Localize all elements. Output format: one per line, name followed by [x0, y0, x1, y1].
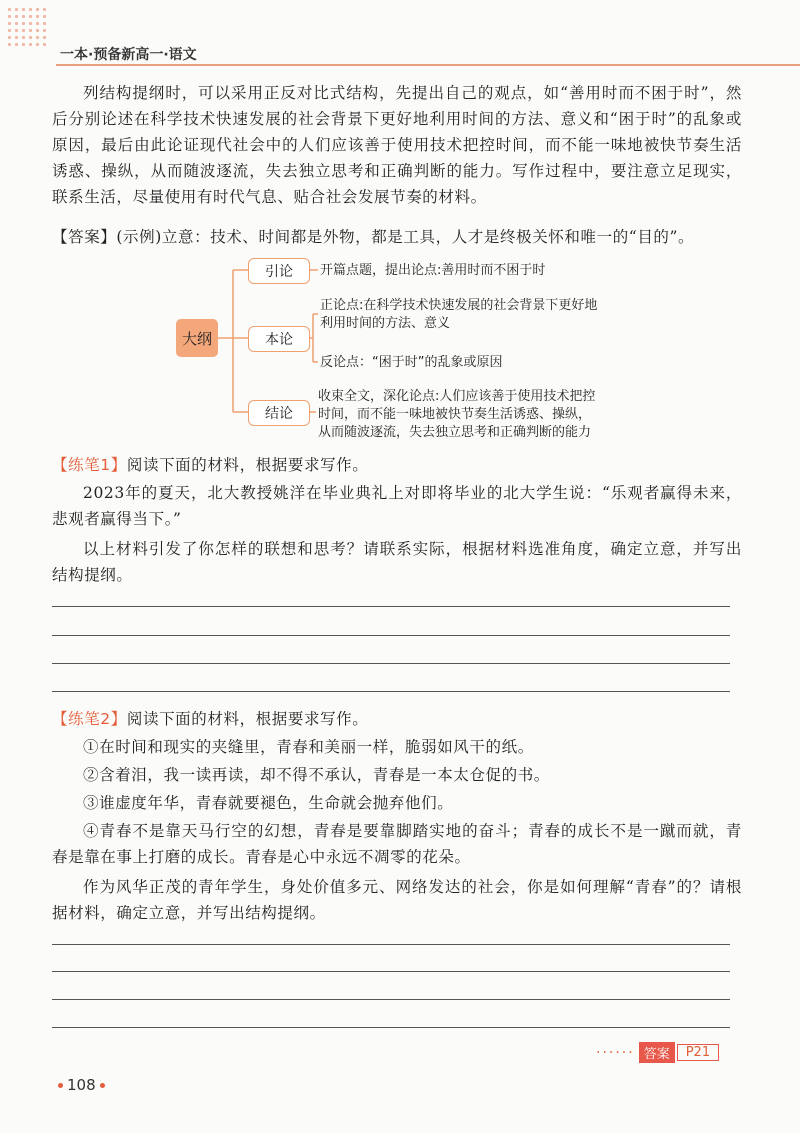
exercise2-item-2: ②含着泪，我一读再读，却不得不承认，青春是一本太仓促的书。: [83, 766, 550, 784]
exercise1-material: 2023年的夏天，北大教授姚洋在毕业典礼上对即将毕业的北大学生说：“乐观者赢得未来，悲观者赢得当下。”: [52, 484, 742, 528]
exercise2-question: 作为风华正茂的青年学生，身处价值多元、网络发达的社会，你是如何理解“青春”的？请根据材料，确定立意，并写出结构提纲。: [52, 878, 742, 922]
writing-line: [52, 691, 730, 692]
exercise1-question: 以上材料引发了你怎样的联想和思考？请联系实际，根据材料选准角度，确定立意，并写出结构提纲。: [52, 540, 742, 584]
exercise2-tag: 【练笔2】: [52, 710, 127, 728]
writing-line: [52, 944, 730, 945]
mindmap-body-negative: 反论点：“困于时”的乱象或原因: [320, 355, 503, 370]
exercise2-item-1: ①在时间和现实的夹缝里，青春和美丽一样，脆弱如风干的纸。: [83, 738, 534, 756]
mindmap-intro-text: 开篇点题，提出论点:善用时而不困于时: [320, 263, 546, 278]
mindmap-conclusion-line3: 从而随波逐流，失去独立思考和正确判断的能力: [318, 425, 592, 440]
corner-dot-pattern: [6, 6, 50, 50]
mindmap-conclusion-node: 结论: [248, 400, 310, 426]
writing-line: [52, 971, 730, 972]
intro-paragraph: 列结构提纲时，可以采用正反对比式结构，先提出自己的观点，如“善用时而不困于时”，然后分别论述在科学技术快速发展的社会背景下更好地利用时间的方法、意义和“困于时”的乱象或原因，最后由此论证现代社会中的人们应该善于使用技术把控时间，而不能一味地被快节奏生活诱惑、操纵，从而随波逐流，失去独立思考和正确判断的能力。写作过程中，要注意立足现实，联系生活，尽量使用有时代气息、贴合社会发展节奏的材料。: [52, 84, 742, 206]
exercise2-item-4: ④青春不是靠天马行空的幻想，青春是要靠脚踏实地的奋斗；青春的成长不是一蹴而就，青春是靠在事上打磨的成长。青春是心中永远不凋零的花朵。: [52, 822, 742, 866]
page-number-dot-right: [100, 1083, 105, 1088]
answer-reference-label: 答案: [639, 1042, 675, 1063]
writing-line: [52, 635, 730, 636]
answer-line: [52, 224, 742, 250]
page-number: [54, 1076, 109, 1094]
writing-line: [52, 999, 730, 1000]
mindmap-body-positive-line2: 利用时间的方法、意义: [320, 316, 451, 331]
mindmap-conclusion-line1: 收束全文，深化论点:人们应该善于使用技术把控: [318, 389, 596, 404]
answer-text: (示例)立意：技术、时间都是外物，都是工具，人才是终极关怀和唯一的“目的”。: [116, 228, 695, 246]
exercise2-item-3: ③谁虚度年华，青春就要褪色，生命就会抛弃他们。: [83, 794, 454, 812]
answer-reference-dots: ······: [596, 1044, 635, 1061]
exercise1-header: [52, 452, 742, 478]
exercise1-instruction: 阅读下面的材料，根据要求写作。: [126, 456, 369, 474]
mindmap-root: 大纲: [176, 319, 218, 357]
exercise2-instruction: 阅读下面的材料，根据要求写作。: [126, 710, 369, 728]
writing-line: [52, 606, 730, 607]
exercise1-tag: 【练笔1】: [52, 456, 127, 474]
body-text-connector: [308, 314, 318, 362]
page-number-text: 108: [67, 1076, 96, 1094]
header-title: 一本·预备新高一·语文: [60, 47, 197, 63]
mindmap-intro-node: 引论: [248, 258, 310, 284]
header-divider: [56, 64, 800, 66]
writing-line: [52, 663, 730, 664]
answer-reference-page: P21: [677, 1044, 719, 1061]
mindmap-body-positive-line1: 正论点:在科学技术快速发展的社会背景下更好地: [320, 298, 598, 313]
mindmap-conclusion-line2: 时间，而不能一味地被快节奏生活诱惑、操纵，: [318, 407, 592, 422]
mindmap-body-node: 本论: [248, 326, 310, 352]
page-number-dot-left: [58, 1083, 63, 1088]
answer-reference: [596, 1042, 719, 1063]
writing-line: [52, 1027, 730, 1028]
exercise2-header: [52, 706, 742, 732]
answer-tag: 【答案】: [52, 228, 117, 246]
